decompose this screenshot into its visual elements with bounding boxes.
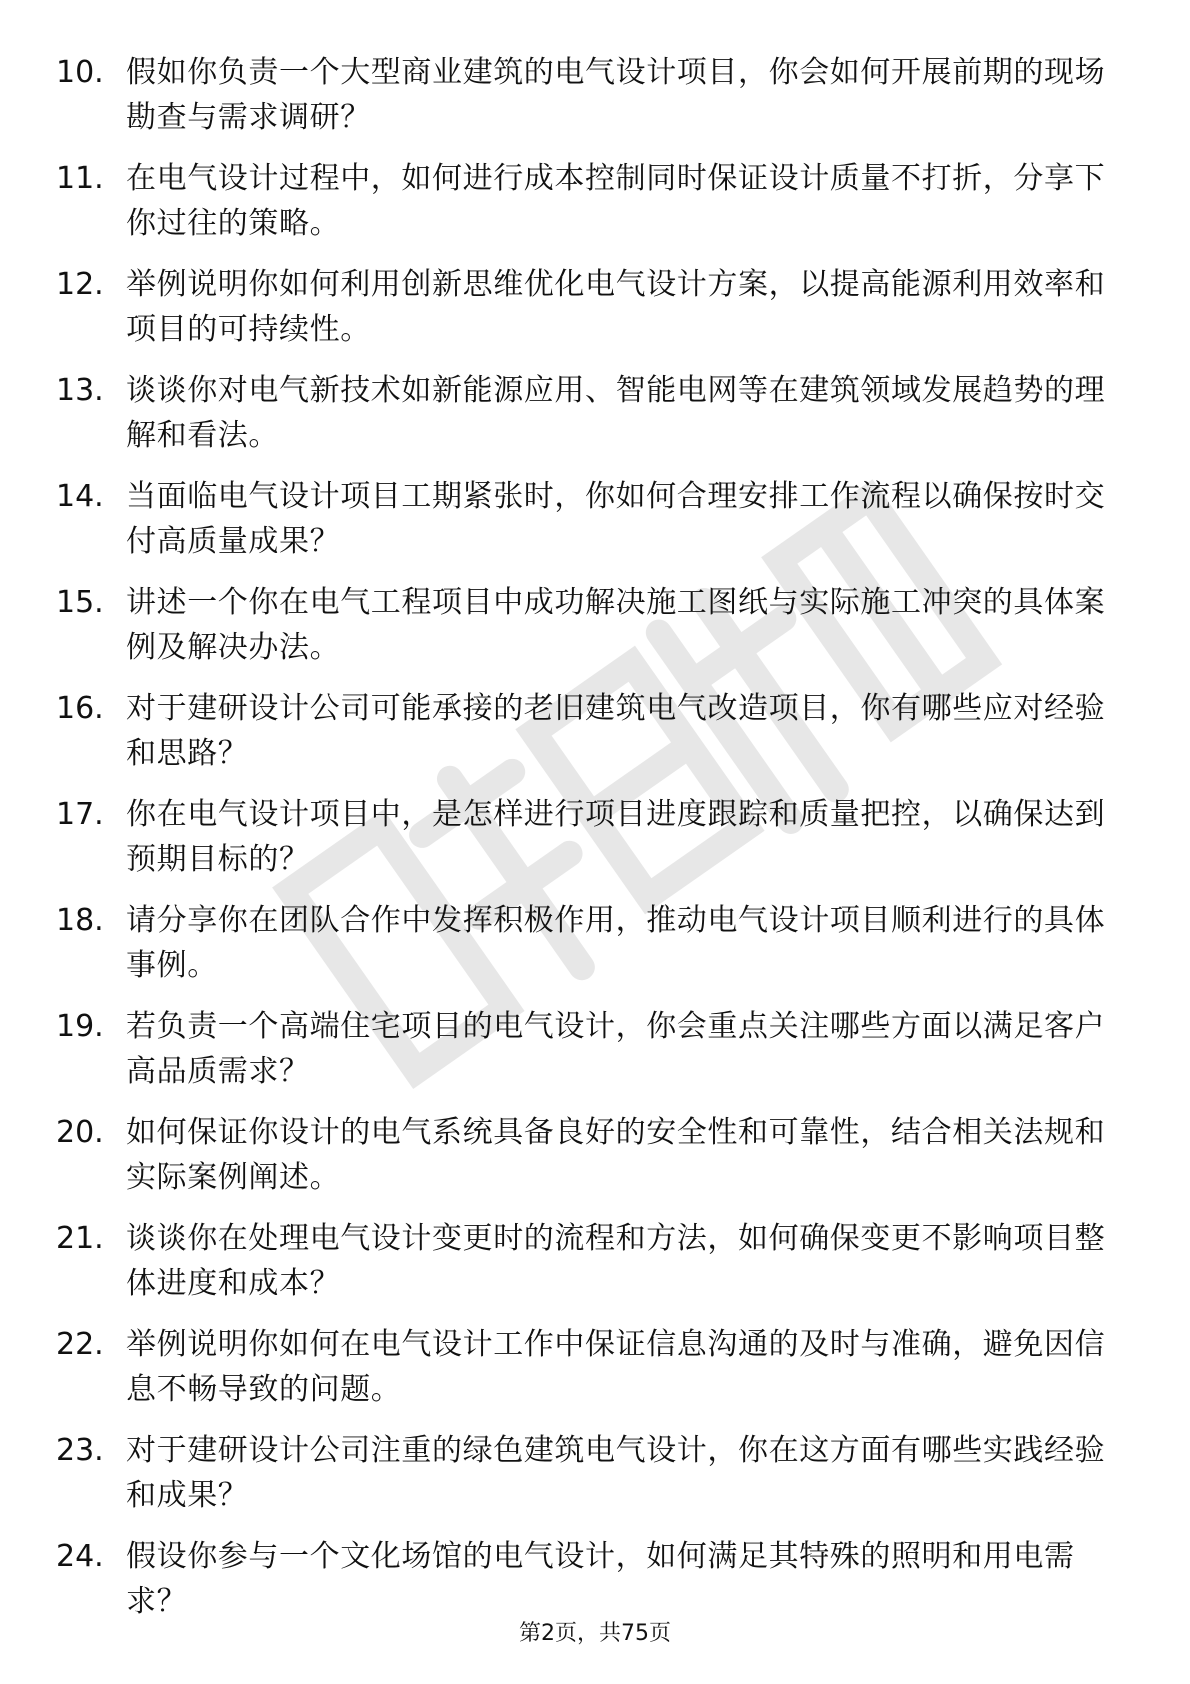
question-number: 14. bbox=[56, 479, 104, 514]
question-text: 举例说明你如何利用创新思维优化电气设计方案，以提高能源利用效率和项目的可持续性。 bbox=[126, 267, 1106, 347]
question-item bbox=[56, 1004, 1136, 1110]
question-text: 若负责一个高端住宅项目的电气设计，你会重点关注哪些方面以满足客户高品质需求？ bbox=[126, 1009, 1106, 1089]
question-item bbox=[56, 580, 1136, 686]
question-text: 对于建研设计公司可能承接的老旧建筑电气改造项目，你有哪些应对经验和思路？ bbox=[126, 691, 1106, 771]
question-text: 对于建研设计公司注重的绿色建筑电气设计，你在这方面有哪些实践经验和成果？ bbox=[126, 1433, 1106, 1513]
question-number: 13. bbox=[56, 373, 104, 408]
question-item bbox=[56, 1428, 1136, 1534]
page-number: 第2页，共75页 bbox=[519, 1621, 671, 1646]
question-item bbox=[56, 1216, 1136, 1322]
question-number: 22. bbox=[56, 1327, 104, 1362]
question-item bbox=[56, 792, 1136, 898]
question-text: 假设你参与一个文化场馆的电气设计，如何满足其特殊的照明和用电需求？ bbox=[126, 1539, 1075, 1619]
question-item bbox=[56, 686, 1136, 792]
question-number: 11. bbox=[56, 161, 104, 196]
question-number: 17. bbox=[56, 797, 104, 832]
question-text: 举例说明你如何在电气设计工作中保证信息沟通的及时与准确，避免因信息不畅导致的问题。 bbox=[126, 1327, 1106, 1407]
question-text: 请分享你在团队合作中发挥积极作用，推动电气设计项目顺利进行的具体事例。 bbox=[126, 903, 1106, 983]
question-number: 20. bbox=[56, 1115, 104, 1150]
question-item bbox=[56, 898, 1136, 1004]
question-number: 15. bbox=[56, 585, 104, 620]
question-text: 讲述一个你在电气工程项目中成功解决施工图纸与实际施工冲突的具体案例及解决办法。 bbox=[126, 585, 1106, 665]
question-number: 16. bbox=[56, 691, 104, 726]
question-text: 如何保证你设计的电气系统具备良好的安全性和可靠性，结合相关法规和实际案例阐述。 bbox=[126, 1115, 1106, 1195]
question-item bbox=[56, 474, 1136, 580]
question-number: 12. bbox=[56, 267, 104, 302]
question-text: 假如你负责一个大型商业建筑的电气设计项目，你会如何开展前期的现场勘查与需求调研？ bbox=[126, 55, 1106, 135]
question-text: 谈谈你对电气新技术如新能源应用、智能电网等在建筑领域发展趋势的理解和看法。 bbox=[126, 373, 1106, 453]
question-text: 谈谈你在处理电气设计变更时的流程和方法，如何确保变更不影响项目整体进度和成本？ bbox=[126, 1221, 1106, 1301]
question-item bbox=[56, 262, 1136, 368]
question-number: 19. bbox=[56, 1009, 104, 1044]
question-text: 你在电气设计项目中，是怎样进行项目进度跟踪和质量把控，以确保达到预期目标的？ bbox=[126, 797, 1106, 877]
question-item bbox=[56, 156, 1136, 262]
question-number: 10. bbox=[56, 55, 104, 90]
question-number: 23. bbox=[56, 1433, 104, 1468]
question-text: 当面临电气设计项目工期紧张时，你如何合理安排工作流程以确保按时交付高质量成果？ bbox=[126, 479, 1106, 559]
question-number: 21. bbox=[56, 1221, 104, 1256]
question-item bbox=[56, 50, 1136, 156]
question-item bbox=[56, 1110, 1136, 1216]
question-number: 18. bbox=[56, 903, 104, 938]
question-text: 在电气设计过程中，如何进行成本控制同时保证设计质量不打折，分享下你过往的策略。 bbox=[126, 161, 1106, 241]
question-list bbox=[56, 50, 1136, 1640]
question-number: 24. bbox=[56, 1539, 104, 1574]
question-item bbox=[56, 368, 1136, 474]
question-item bbox=[56, 1322, 1136, 1428]
